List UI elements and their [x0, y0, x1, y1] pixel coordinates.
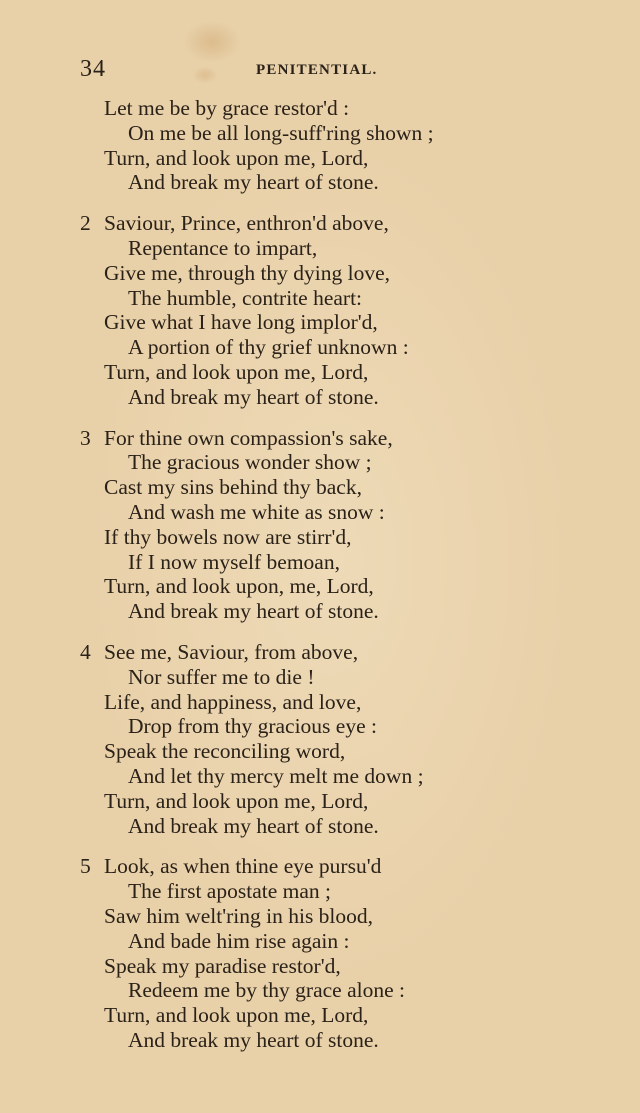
stanza-line: If I now myself bemoan, [128, 549, 340, 574]
stanza-line: A portion of thy grief unknown : [128, 335, 409, 360]
stanza-number: 2 [80, 211, 91, 236]
stanza-line: The first apostate man ; [128, 879, 331, 904]
stanza-line: Look, as when thine eye pursu'd [104, 854, 382, 879]
stanza-line: Turn, and look upon me, Lord, [104, 145, 369, 170]
stanza-line: If thy bowels now are stirr'd, [104, 524, 352, 549]
stanza-line: Saw him welt'ring in his blood, [104, 903, 374, 928]
stanza-line: Turn, and look upon me, Lord, [104, 359, 369, 384]
stanza [80, 211, 500, 409]
stanza [80, 640, 500, 838]
stanza-line: And break my heart of stone. [128, 170, 379, 195]
stanza [80, 854, 500, 1052]
stanza-line: Speak my paradise restor'd, [104, 953, 341, 978]
stanza-line: On me be all long-suff'ring shown ; [128, 120, 434, 145]
stanza-line: And break my heart of stone. [128, 384, 379, 409]
stanza-line: Life, and happiness, and love, [104, 689, 362, 714]
stanza [80, 96, 500, 195]
stanza-line: Speak the reconciling word, [104, 739, 346, 764]
stanza-line: And let thy mercy melt me down ; [128, 763, 424, 788]
stanza-number: 5 [80, 854, 91, 879]
stanza [80, 426, 500, 624]
stanza-line: And break my heart of stone. [128, 599, 379, 624]
stanza-line: And break my heart of stone. [128, 1027, 379, 1052]
stanza-line: Turn, and look upon me, Lord, [104, 1003, 369, 1028]
stanza-line: Turn, and look upon me, Lord, [104, 788, 369, 813]
stanza-number: 3 [80, 425, 91, 450]
stanza-line: Give what I have long implor'd, [104, 310, 378, 335]
stanza-line: Redeem me by thy grace alone : [128, 978, 406, 1003]
hymn-text [80, 96, 500, 1053]
stanza-line: For thine own compassion's sake, [104, 425, 393, 450]
page-number: 34 [80, 56, 106, 82]
stanza-line: And wash me white as snow : [128, 499, 385, 524]
stanza-line: Let me be by grace restor'd : [104, 96, 350, 120]
stanza-line: The humble, contrite heart: [128, 285, 363, 310]
stanza-line: Saviour, Prince, enthron'd above, [104, 211, 389, 236]
stanza-line: Cast my sins behind thy back, [104, 475, 362, 500]
stanza-line: Nor suffer me to die ! [128, 664, 315, 689]
stanza-line: The gracious wonder show ; [128, 450, 372, 475]
stanza-line: And bade him rise again : [128, 928, 350, 953]
stanza-line: Drop from thy gracious eye : [128, 714, 377, 739]
stanza-line: Give me, through thy dying love, [104, 260, 391, 285]
stanza-line: Repentance to impart, [128, 235, 318, 260]
stanza-line: See me, Saviour, from above, [104, 639, 359, 664]
stanza-line: Turn, and look upon, me, Lord, [104, 574, 374, 599]
stanza-number: 4 [80, 639, 91, 664]
running-head: PENITENTIAL. [256, 62, 378, 78]
stanza-line: And break my heart of stone. [128, 813, 379, 838]
page-header [80, 56, 410, 86]
